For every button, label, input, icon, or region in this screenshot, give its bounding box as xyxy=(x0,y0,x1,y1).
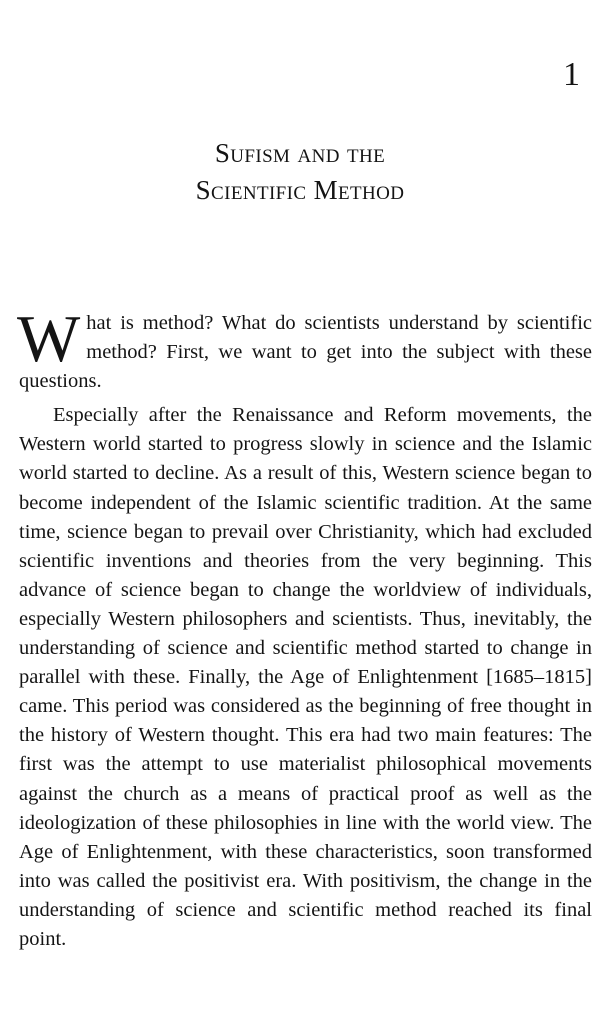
chapter-title-line-1: Sufism and the xyxy=(214,138,386,168)
chapter-title xyxy=(0,135,600,209)
paragraph-1-text: hat is method? What do scientists understand by scientific method? First, we want to get into the subject with these questions. xyxy=(19,312,592,393)
drop-cap: W xyxy=(17,302,81,376)
chapter-body xyxy=(17,302,592,954)
chapter-number: 1 xyxy=(563,56,580,93)
paragraph-2: Especially after the Renaissance and Reform movements, the Western world started to progress slowly in science and the Islamic world started to decline. As a result of this, Western science began to become independent of the Islamic scientific tradition. At the same time, science began to prevail over Christianity, which had excluded scientific inventions and theories from the very beginning. This advance of science began to change the worldview of individuals, especially Western philosophers and scientists. Thus, inevitably, the understanding of science and scientific method started to change in parallel with these. Finally, the Age of Enlightenment [1685–1815] came. This period was considered as the beginning of free thought in the history of Western thought. This era had two main features: The first was the attempt to use materialist philosophical movements against the church as a means of practical proof as well as the ideologization of these philosophies in line with the world view. The Age of Enlightenment, with these characteristics, soon transformed into was called the positivist era. With positivism, the change in the understanding of science and scientific method reached its final point. xyxy=(19,404,592,950)
chapter-title-line-2: Scientific Method xyxy=(195,175,405,205)
paragraph-1 xyxy=(17,302,592,396)
